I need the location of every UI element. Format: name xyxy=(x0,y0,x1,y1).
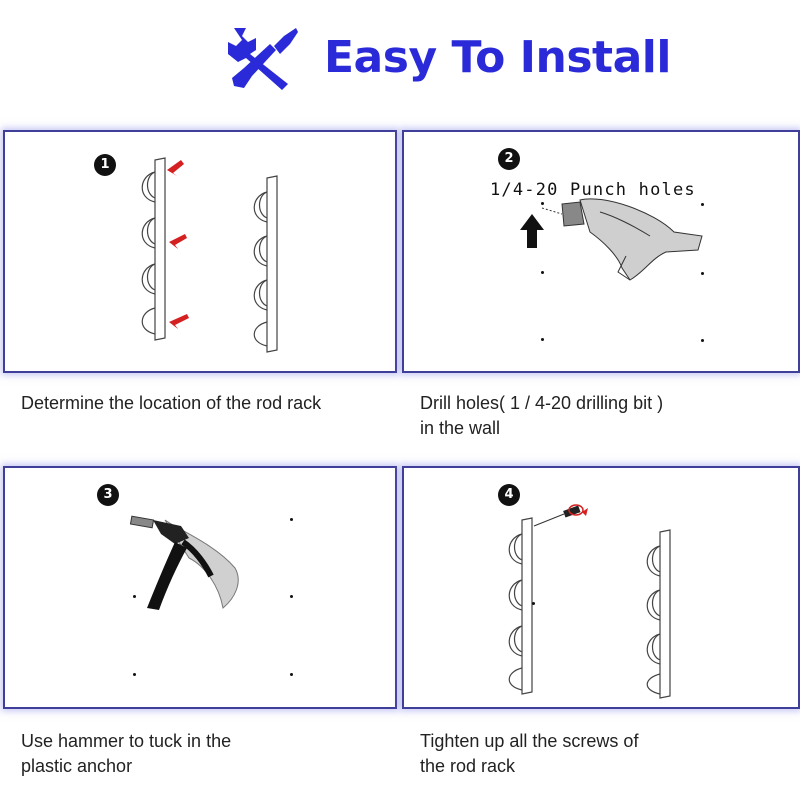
step-3-badge: 3 xyxy=(97,484,119,506)
caption-line: Determine the location of the rod rack xyxy=(21,393,322,413)
caption-line: in the wall xyxy=(420,418,501,438)
screwdriver-icon xyxy=(534,505,588,526)
caption-line: Use hammer to tuck in the xyxy=(21,731,232,751)
hole-marker xyxy=(133,595,136,598)
step-1-panel xyxy=(3,130,397,373)
hole-marker xyxy=(701,203,704,206)
rod-rack-right xyxy=(254,176,277,352)
step-3-panel xyxy=(3,466,397,709)
rod-rack-right xyxy=(647,530,670,698)
caption-line: the rod rack xyxy=(420,756,516,776)
step-4-caption xyxy=(420,729,638,779)
hole-marker xyxy=(290,518,293,521)
rod-rack-left xyxy=(142,158,165,340)
hammer-illustration xyxy=(5,468,397,709)
hole-marker xyxy=(541,271,544,274)
hole-marker xyxy=(290,595,293,598)
hole-marker xyxy=(701,339,704,342)
red-arrows xyxy=(167,160,189,329)
hole-marker xyxy=(541,202,544,205)
punch-holes-label: 1/4-20 Punch holes xyxy=(490,180,696,200)
hole-marker xyxy=(133,673,136,676)
drill-illustration xyxy=(404,132,800,373)
rod-rack-illustration xyxy=(5,132,397,373)
step-4-badge: 4 xyxy=(498,484,520,506)
up-arrow-icon xyxy=(520,214,544,248)
hammer-icon xyxy=(147,520,238,610)
tools-icon xyxy=(226,24,298,90)
hole-marker xyxy=(290,673,293,676)
rod-rack-left xyxy=(509,518,532,694)
step-4-panel xyxy=(402,466,800,709)
caption-line: Tighten up all the screws of xyxy=(420,731,639,751)
caption-line: Drill holes( 1 / 4-20 drilling bit ) xyxy=(420,393,664,413)
anchor-icon xyxy=(130,516,153,528)
step-1-caption xyxy=(21,391,321,416)
hole-marker xyxy=(701,272,704,275)
caption-line: plastic anchor xyxy=(21,756,133,776)
hole-marker xyxy=(532,602,535,605)
step-1-badge: 1 xyxy=(94,154,116,176)
step-3-caption xyxy=(21,729,231,779)
step-2-panel xyxy=(402,130,800,373)
step-2-caption xyxy=(420,391,663,441)
hole-marker xyxy=(541,338,544,341)
header xyxy=(0,0,800,112)
drill-icon xyxy=(542,199,702,280)
tighten-illustration xyxy=(404,468,800,709)
page-title: Easy To Install xyxy=(324,32,671,83)
step-2-badge: 2 xyxy=(498,148,520,170)
